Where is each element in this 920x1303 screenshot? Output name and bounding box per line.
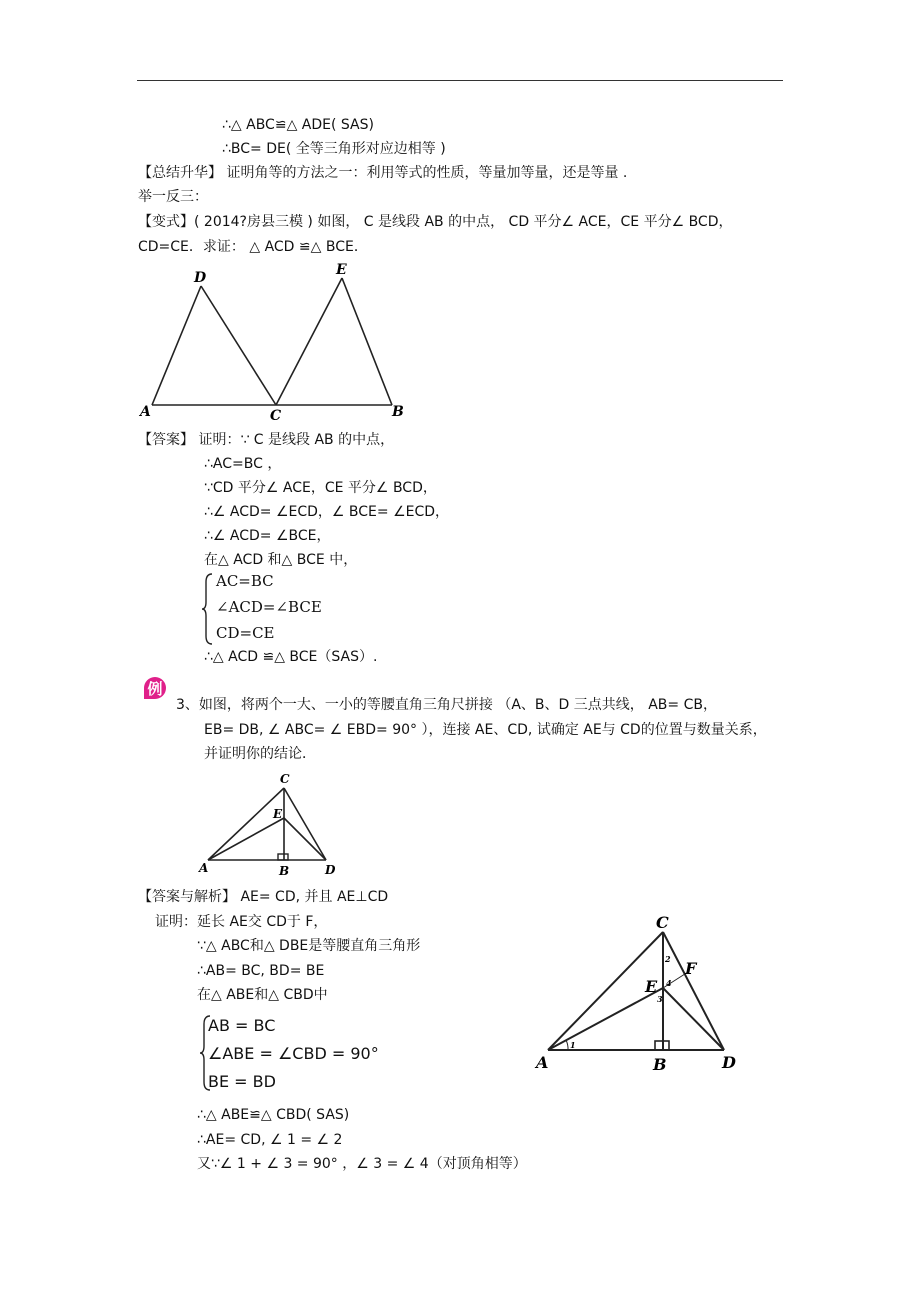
- answer-line: ∴AC=BC ，: [204, 456, 282, 472]
- label-d: D: [722, 1053, 736, 1072]
- system-row: ∠ACD=∠BCE: [216, 598, 322, 616]
- segment-cd: [663, 932, 724, 1050]
- label-e: E: [645, 977, 658, 996]
- header-rule: [137, 80, 783, 81]
- solution-line: 在△ ABE和△ CBD中: [197, 987, 328, 1003]
- segment-ce: [276, 278, 342, 405]
- equation-system-1: [202, 572, 342, 648]
- example-badge-icon: [140, 673, 170, 703]
- summary-line: 【总结升华】 证明角等的方法之一：利用等式的性质，等量加等量，还是等量 .: [138, 165, 628, 181]
- label-d: D: [194, 270, 207, 286]
- label-b: B: [279, 864, 290, 878]
- system-row: ∠ABE = ∠CBD = 90°: [208, 1044, 379, 1063]
- system-row: CD=CE: [216, 624, 275, 642]
- label-c: C: [280, 772, 290, 786]
- figure-solution: [528, 910, 750, 1076]
- system-row: AB = BC: [208, 1016, 276, 1035]
- answer-line: ∴∠ ACD= ∠BCE，: [204, 528, 331, 544]
- svg-text:例: 例: [147, 680, 163, 698]
- solution-line: ∵△ ABC和△ DBE是等腰直角三角形: [197, 938, 421, 954]
- solution-line: 又∵∠ 1 + ∠ 3 = 90° ，∠ 3 = ∠ 4（对顶角相等）: [197, 1156, 527, 1172]
- label-b: B: [653, 1055, 667, 1074]
- figure-variant: [138, 258, 410, 426]
- angle-1-arc: [566, 1040, 568, 1050]
- angle-1-label: 1: [570, 1040, 576, 1050]
- answer-conclusion: ∴△ ACD ≌△ BCE（SAS）.: [204, 649, 378, 665]
- label-e: E: [336, 262, 347, 278]
- label-a: A: [536, 1053, 549, 1072]
- answer-line: ∵CD 平分∠ ACE，CE 平分∠ BCD，: [204, 480, 437, 496]
- system-row: BE = BD: [208, 1072, 276, 1091]
- angle-3-label: 3: [657, 994, 663, 1004]
- answer-line: 【答案】 证明：∵ C 是线段 AB 的中点，: [138, 432, 395, 448]
- segment-ed: [663, 988, 724, 1050]
- answer-line: 在△ ACD 和△ BCE 中，: [204, 552, 358, 568]
- segment-ad: [152, 286, 201, 405]
- solution-line: 证明：延长 AE交 CD于 F，: [155, 914, 328, 930]
- proof-line: ∴BC= DE( 全等三角形对应边相等 ): [222, 141, 446, 157]
- label-f: F: [685, 959, 697, 978]
- variant-problem-cont: CD=CE．求证： △ ACD ≌△ BCE．: [138, 239, 368, 255]
- segment-dc: [201, 286, 276, 405]
- angle-4-label: 4: [666, 978, 672, 988]
- solution-line: ∴AB= BC, BD= BE: [197, 963, 325, 979]
- system-row: AC=BC: [216, 572, 274, 590]
- variant-problem: 【变式】( 2014?房县三模 ) 如图， C 是线段 AB 的中点， CD 平分∠ ACE，CE 平分∠ BCD，: [138, 214, 733, 230]
- segment-ae: [548, 988, 663, 1050]
- label-d: D: [325, 863, 336, 877]
- label-a: A: [140, 404, 151, 420]
- right-angle-mark: [278, 854, 288, 860]
- angle-2-label: 2: [665, 954, 671, 964]
- example-problem: EB= DB, ∠ ABC= ∠ EBD= 90° ），连接 AE、CD, 试确定 AE与 CD的位置与数量关系，: [204, 722, 767, 738]
- answer-line: ∴∠ ACD= ∠ECD，∠ BCE= ∠ECD，: [204, 504, 450, 520]
- equation-system-2: [200, 1012, 390, 1096]
- label-c: C: [270, 408, 282, 424]
- label-e: E: [273, 807, 283, 821]
- brace-icon: [202, 572, 214, 646]
- example-problem: 3、如图，将两个一大、一小的等腰直角三角尺拼接 （A、B、D 三点共线， AB= CB，: [176, 697, 717, 713]
- answer-heading: 【答案与解析】 AE= CD, 并且 AE⊥CD: [138, 889, 389, 905]
- figure-example: [196, 768, 346, 880]
- label-c: C: [656, 913, 669, 932]
- solution-line: ∴AE= CD, ∠ 1 = ∠ 2: [197, 1132, 343, 1148]
- section-heading: 举一反三：: [138, 189, 208, 205]
- label-b: B: [392, 404, 404, 420]
- label-a: A: [199, 861, 209, 875]
- segment-eb: [342, 278, 392, 405]
- example-problem: 并证明你的结论．: [204, 746, 316, 762]
- proof-line: ∴△ ABC≌△ ADE( SAS): [222, 117, 374, 133]
- solution-line: ∴△ ABE≌△ CBD( SAS): [197, 1107, 350, 1123]
